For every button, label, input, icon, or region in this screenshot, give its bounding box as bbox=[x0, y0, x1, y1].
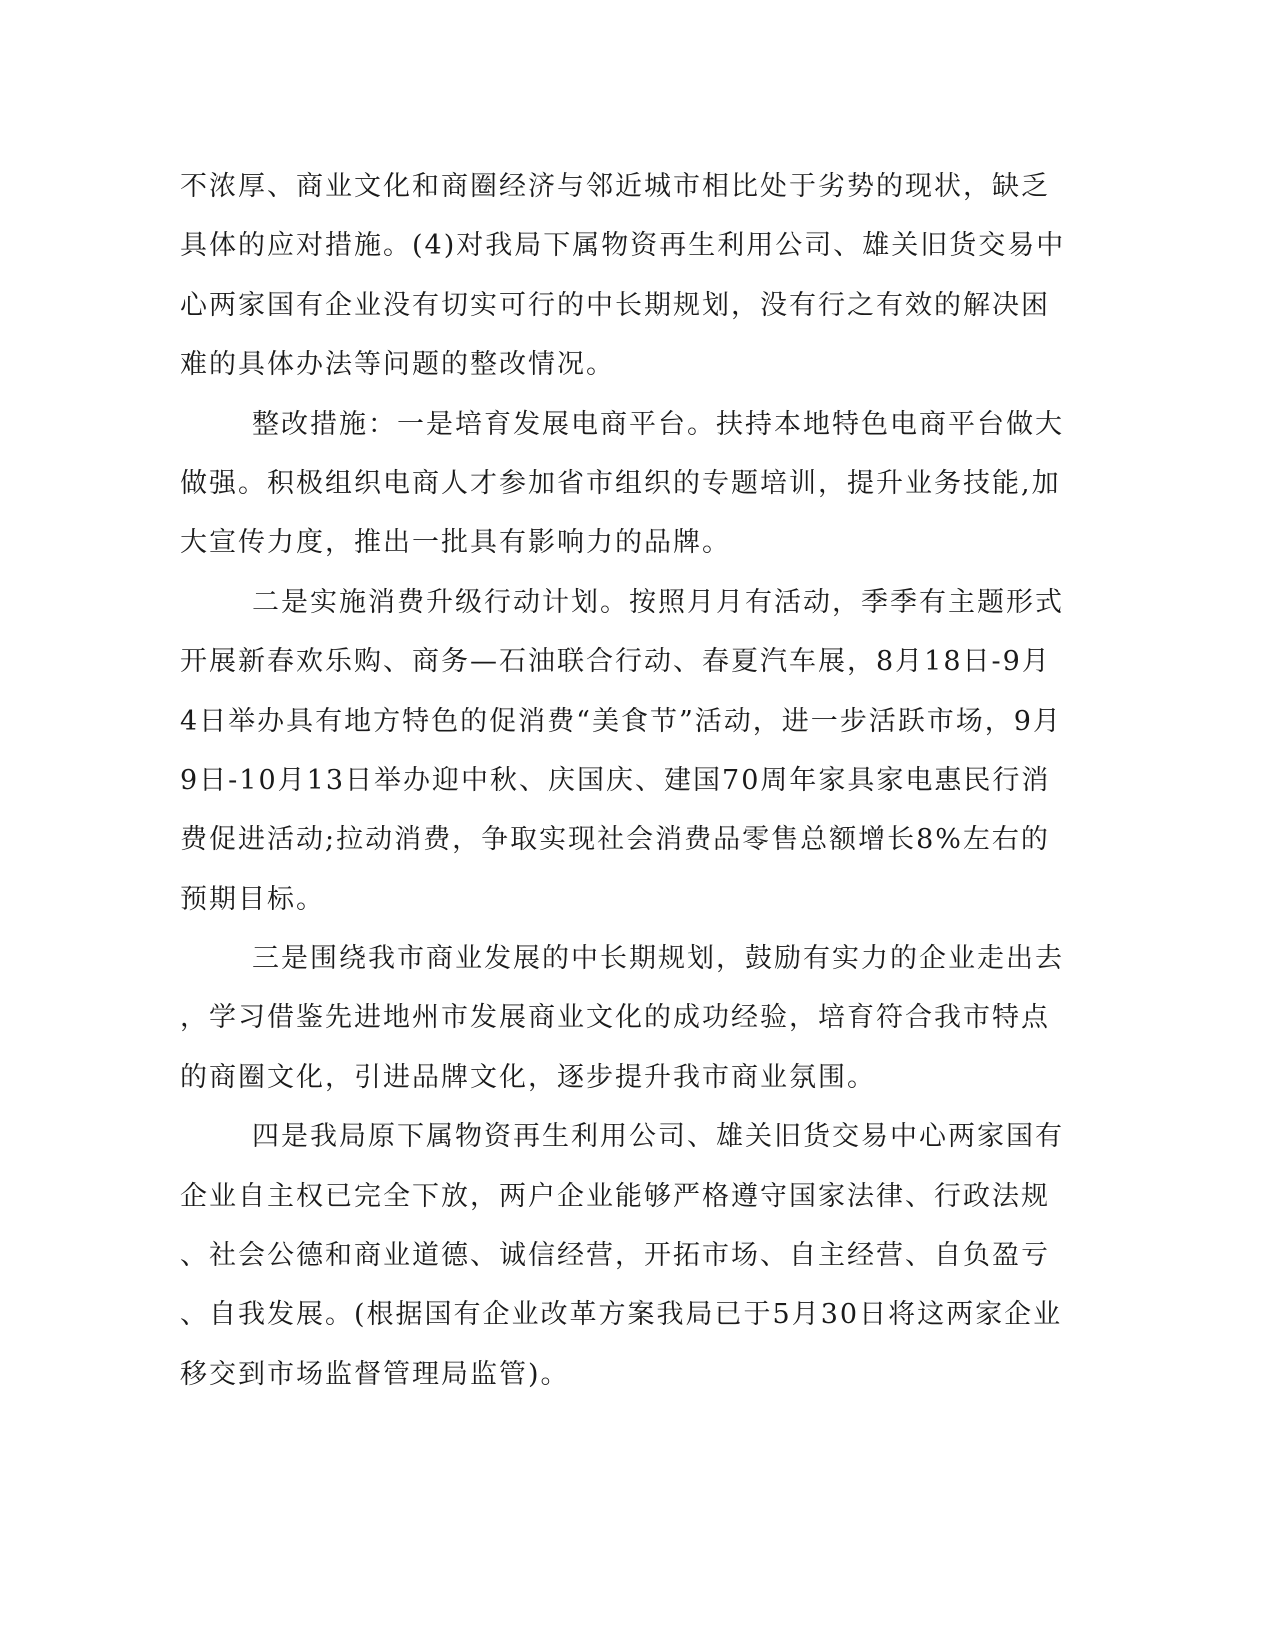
text-line: ，学习借鉴先进地州市发展商业文化的成功经验，培育符合我市特点 bbox=[180, 1002, 1050, 1034]
text-line: 移交到市场监督管理局监管)。 bbox=[180, 1358, 570, 1390]
paragraph-problem-summary bbox=[180, 157, 1066, 395]
text-line: 大宣传力度，推出一批具有影响力的品牌。 bbox=[180, 527, 731, 559]
text-line: 难的具体办法等问题的整改情况。 bbox=[180, 349, 615, 381]
text-line: 的商圈文化，引进品牌文化，逐步提升我市商业氛围。 bbox=[180, 1061, 876, 1093]
text-line: 预期目标。 bbox=[180, 883, 325, 915]
text-line: 二是实施消费升级行动计划。按照月月有活动，季季有主题形式 bbox=[252, 586, 1064, 618]
text-line: 9日-10月13日举办迎中秋、庆国庆、建国70周年家具家电惠民行消 bbox=[180, 764, 1051, 796]
text-line: 四是我局原下属物资再生利用公司、雄关旧货交易中心两家国有 bbox=[252, 1121, 1064, 1153]
text-line: 费促进活动;拉动消费，争取实现社会消费品零售总额增长8%左右的 bbox=[180, 824, 1050, 856]
text-line: 整改措施：一是培育发展电商平台。扶持本地特色电商平台做大 bbox=[252, 408, 1064, 440]
text-line: 具体的应对措施。(4)对我局下属物资再生利用公司、雄关旧货交易中 bbox=[180, 230, 1066, 262]
text-line: 不浓厚、商业文化和商圈经济与邻近城市相比处于劣势的现状，缺乏 bbox=[180, 171, 1050, 202]
text-line: 心两家国有企业没有切实可行的中长期规划，没有行之有效的解决困 bbox=[180, 289, 1050, 321]
text-line: 4日举办具有地方特色的促消费“美食节”活动，进一步活跃市场，9月 bbox=[180, 705, 1062, 737]
document-body bbox=[180, 157, 1066, 1404]
paragraph-state-enterprises bbox=[180, 1107, 1064, 1404]
text-line: 做强。积极组织电商人才参加省市组织的专题培训，提升业务技能,加 bbox=[180, 467, 1061, 499]
text-line: 开展新春欢乐购、商务—石油联合行动、春夏汽车展，8月18日-9月 bbox=[180, 646, 1051, 678]
paragraph-consumption-upgrade bbox=[180, 573, 1064, 929]
paragraph-rectification-measures bbox=[180, 395, 1064, 573]
text-line: 三是围绕我市商业发展的中长期规划，鼓励有实力的企业走出去 bbox=[252, 943, 1064, 975]
paragraph-business-culture bbox=[180, 929, 1064, 1107]
text-line: 、自我发展。(根据国有企业改革方案我局已于5月30日将这两家企业 bbox=[180, 1299, 1063, 1331]
text-line: 企业自主权已完全下放，两户企业能够严格遵守国家法律、行政法规 bbox=[180, 1180, 1050, 1212]
text-line: 、社会公德和商业道德、诚信经营，开拓市场、自主经营、自负盈亏 bbox=[180, 1240, 1050, 1272]
